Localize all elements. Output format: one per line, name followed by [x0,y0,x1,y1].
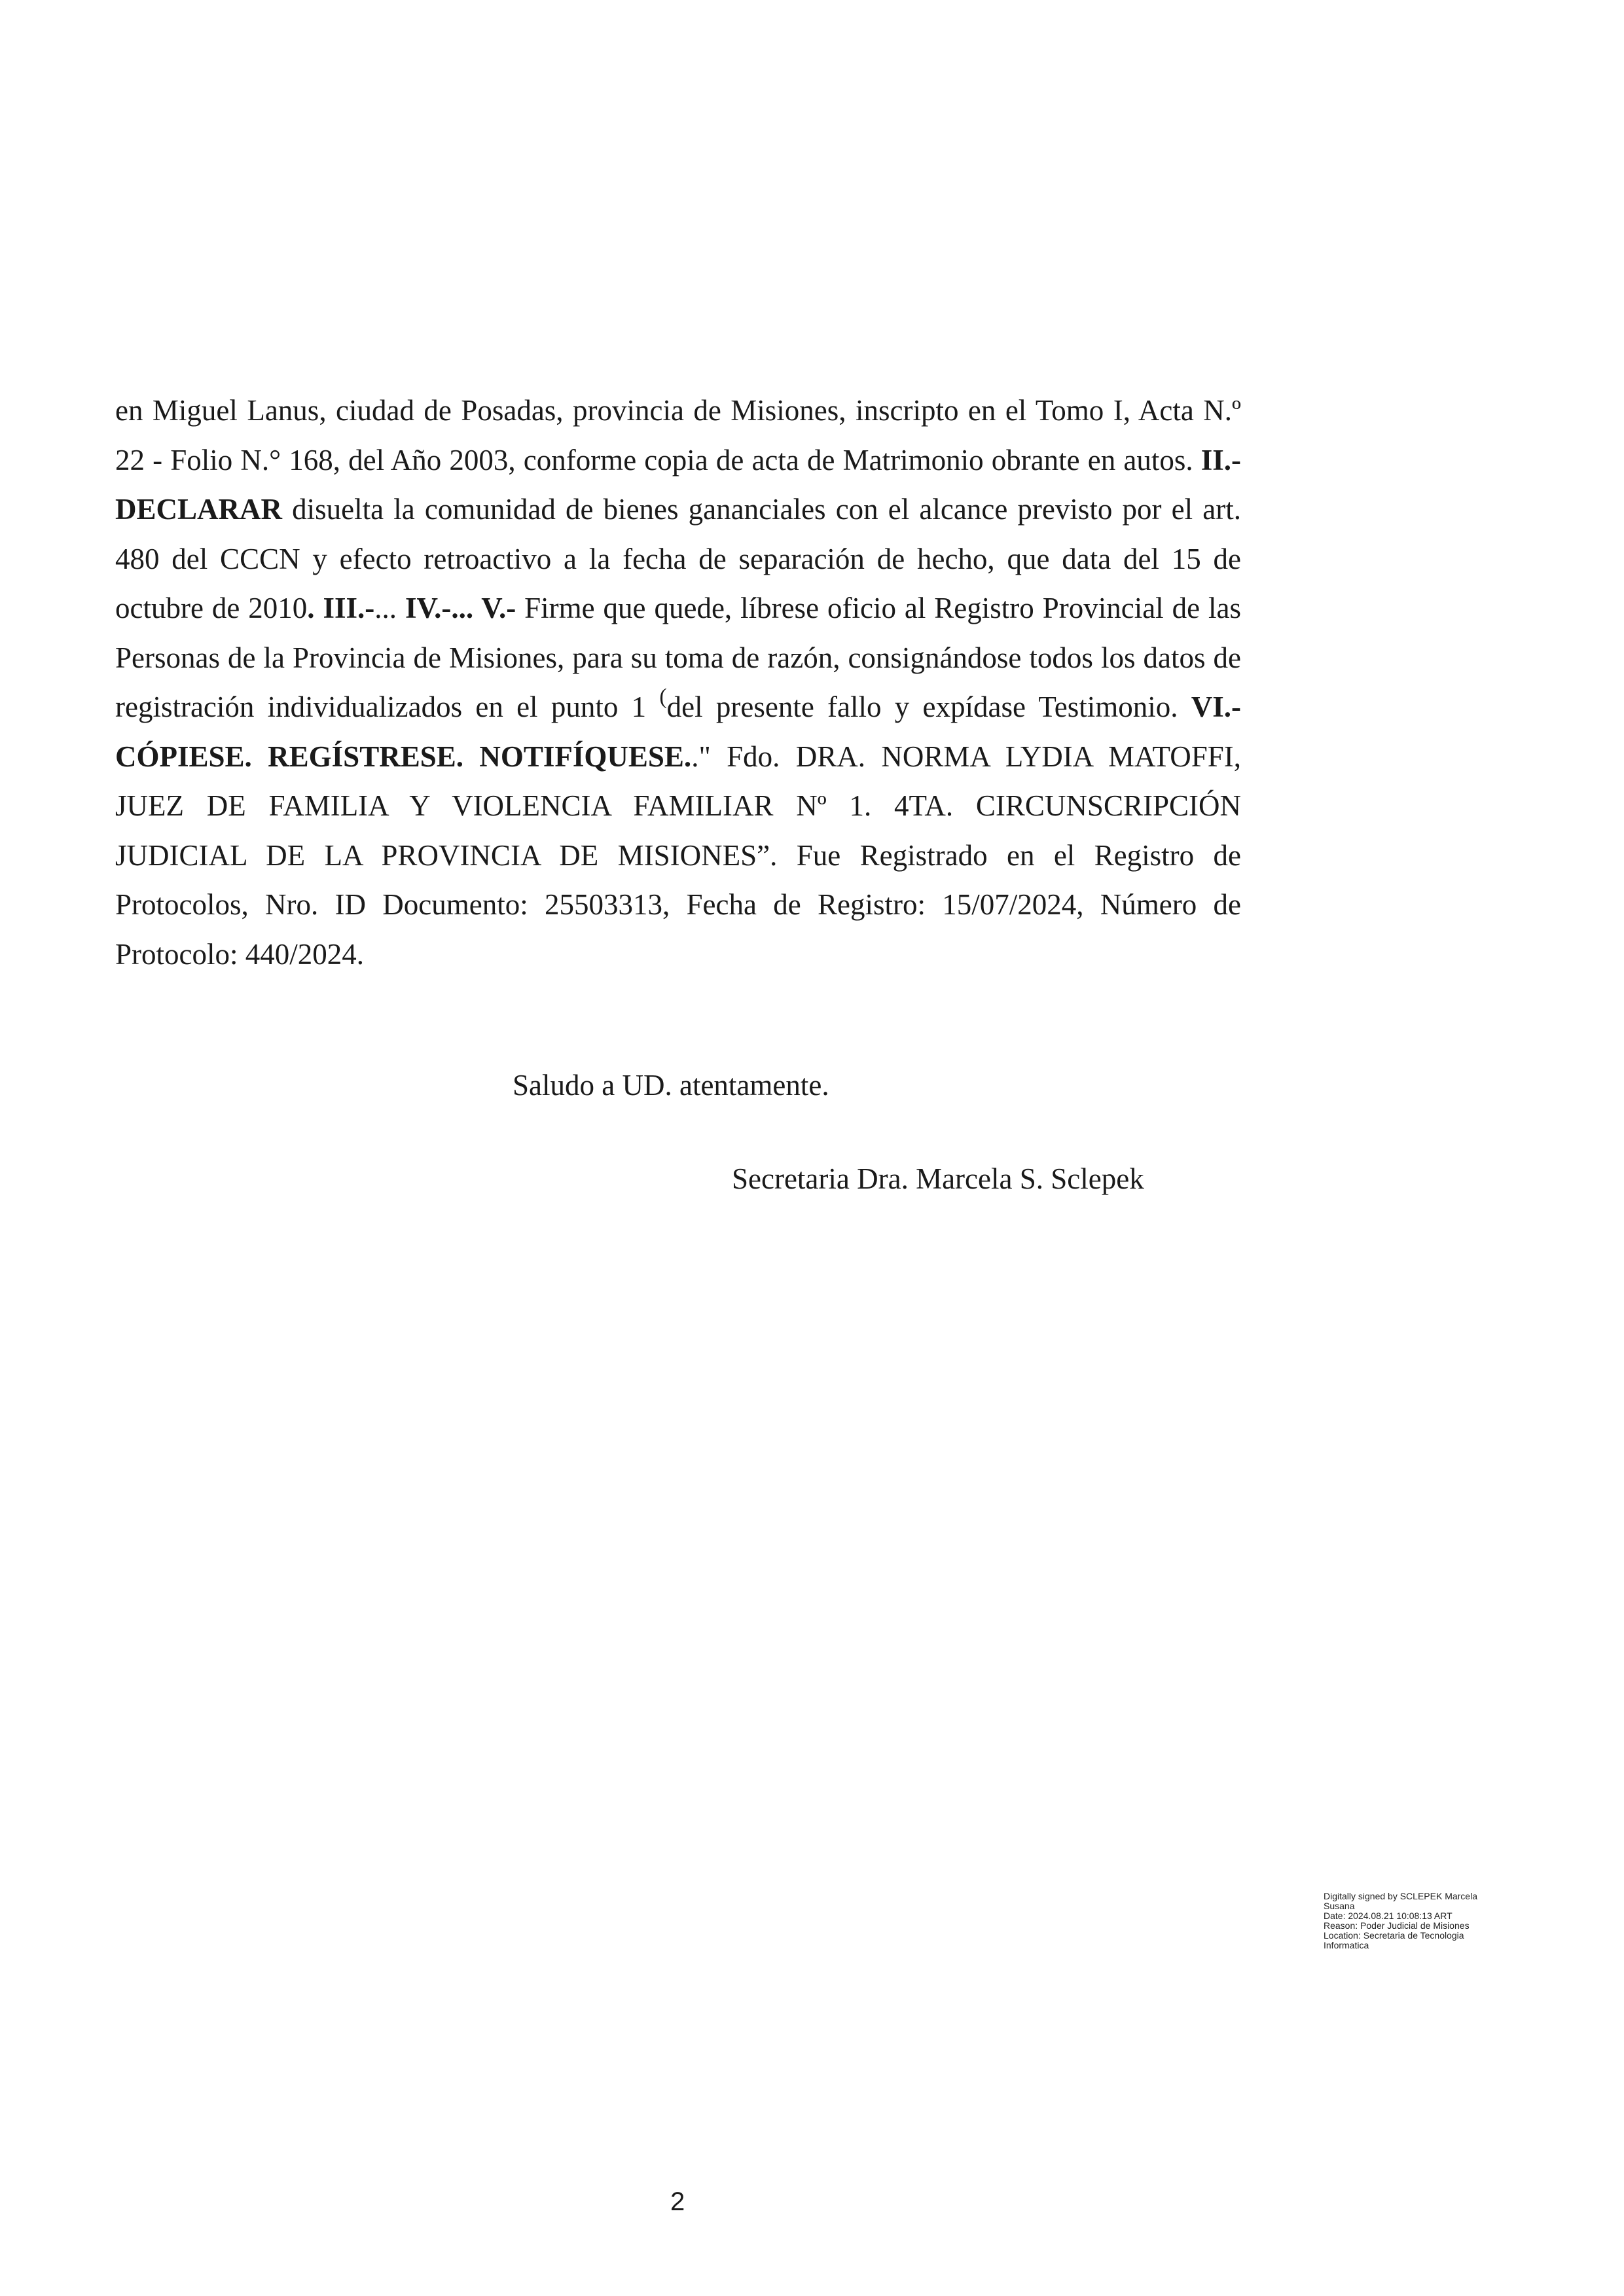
section-vi-heading: VI.- CÓPIESE. REGÍSTRESE. NOTIFÍQUESE. [115,691,1241,773]
paragraph-text: del presente fallo y expídase Testimonio. [666,691,1191,723]
section-iii-heading: . III.- [307,592,375,624]
signature-location: Location: Secretaria de Tecnologia [1324,1930,1464,1941]
signature-reason: Reason: Poder Judicial de Misiones [1324,1920,1470,1931]
page-number: 2 [670,2187,685,2216]
section-ii-heading: II.- DECLARAR [115,443,1241,526]
signature-line: Digitally signed by SCLEPEK Marcela [1324,1891,1477,1901]
digital-signature-block [1324,1892,1533,1950]
paragraph-text: ." Fdo. DRA. NORMA LYDIA MATOFFI, JUEZ DE FAMILIA Y VIOLENCIA FAMILIAR Nº 1. 4TA. CIRCUNSCRIPCIÓN JUDICIAL DE LA PROVINCIA DE MISIONES”. Fue Registrado en el Registro de Protocolos, Nro. ID Documento: 25503313, Fecha de Registro: 15/07/2024, Número de Protocolo: 440/2024. [115,740,1242,971]
signature-date: Date: 2024.08.21 10:08:13 ART [1324,1910,1453,1921]
judgment-paragraph [115,386,1241,979]
footnote-marker: ( [659,685,667,709]
signature-line: Informatica [1324,1940,1369,1950]
section-v-heading: V.- [481,592,516,624]
paragraph-text: en Miguel Lanus, ciudad de Posadas, provincia de Misiones, inscripto en el Tomo I, Acta N.º 22 - Folio N.° 168, del Año 2003, conforme copia de acta de Matrimonio obrante en autos. [115,394,1241,476]
paragraph-text: Firme que quede, líbrese oficio al Registro Provincial de las Personas de la Provincia de Misiones, para su toma de razón, consignándose todos los datos de registración individualizados en el punto 1 [115,592,1242,723]
paragraph-text: ... [374,592,405,624]
paragraph-text: disuelta la comunidad de bienes gananciales con el alcance previsto por el art. 480 del CCCN y efecto retroactivo a la fecha de separación de hecho, que data del 15 de octubre de 2010 [115,493,1241,624]
signature-line: Susana [1324,1901,1355,1911]
closing-salutation: Saludo a UD. atentamente. [513,1069,829,1102]
section-iv-heading: IV.-... [405,592,482,624]
signer-name: Secretaria Dra. Marcela S. Sclepek [732,1162,1144,1195]
